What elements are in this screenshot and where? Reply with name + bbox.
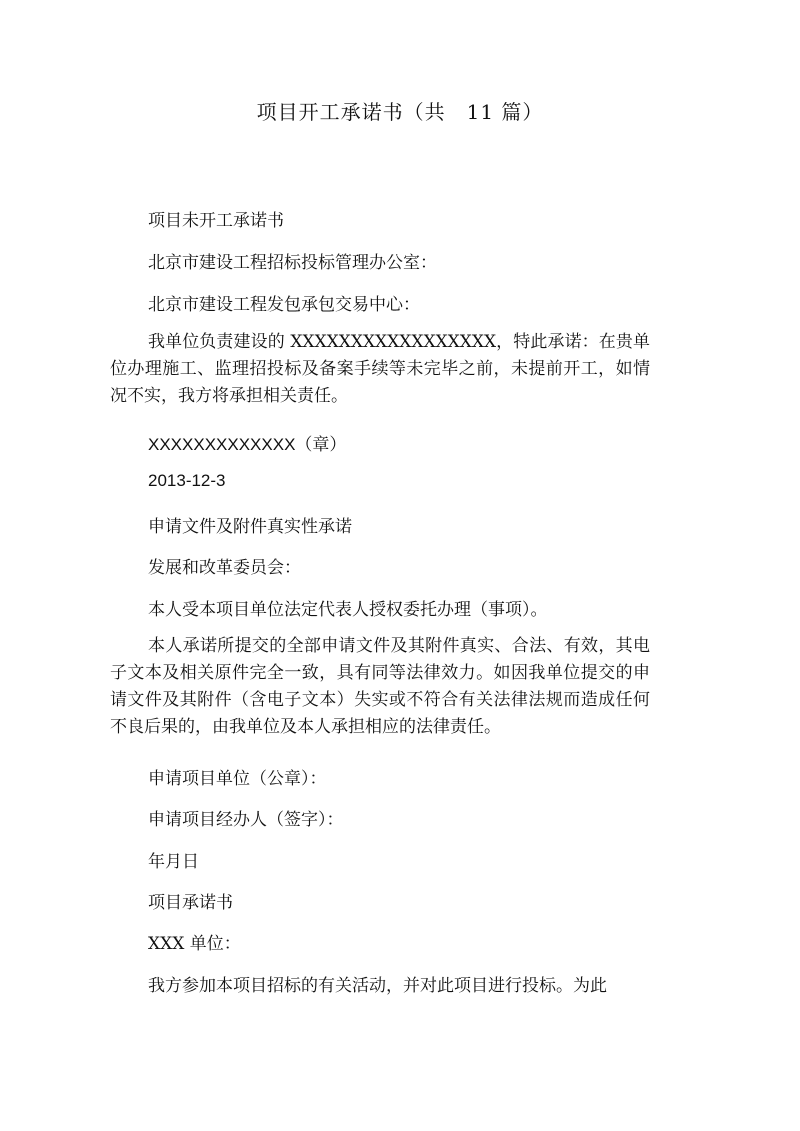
applicant-handler-signature-line: 申请项目经办人（签字）： <box>148 810 344 830</box>
pledge-paragraph-unstarted: 我单位负责建设的 XXXXXXXXXXXXXXXXX，特此承诺：在贵单位办理施工、监理招投标及备案手续等未完毕之前，未提前开工，如情况不实，我方将承担相关责任。 <box>110 332 650 406</box>
section-heading-unstarted-pledge: 项目未开工承诺书 <box>148 211 284 231</box>
applicant-unit-seal-line: 申请项目单位（公章）： <box>148 769 327 789</box>
addressee-trading-center: 北京市建设工程发包承包交易中心： <box>148 295 420 315</box>
section-heading-authenticity-pledge: 申请文件及附件真实性承诺 <box>148 517 352 537</box>
authorization-statement: 本人受本项目单位法定代表人授权委托办理（事项）。 <box>148 600 548 620</box>
date-placeholder-line: 年月日 <box>148 852 199 872</box>
addressee-tender-office: 北京市建设工程招标投标管理办公室： <box>148 253 437 273</box>
pledge-paragraph-bidding: 我方参加本项目招标的有关活动，并对此项目进行投标。为此 <box>148 976 607 996</box>
pledge-paragraph-authenticity: 本人承诺所提交的全部申请文件及其附件真实、合法、有效，其电子文本及相关原件完全一致，具有同等法律效力。如因我单位提交的申请文件及其附件（含电子文本）失实或不符合有关法律法规而造成任何不良后果的，由我单位及本人承担相应的法律责任。 <box>110 636 650 737</box>
addressee-development-commission: 发展和改革委员会： <box>148 558 301 578</box>
seal-line: XXXXXXXXXXXXX（章） <box>148 435 347 454</box>
date-line: 2013-12-3 <box>148 471 226 490</box>
section-heading-project-pledge: 项目承诺书 <box>148 893 233 913</box>
document-title: 项目开工承诺书（共 11 篇） <box>256 100 544 124</box>
addressee-xxx-unit: XXX 单位： <box>148 934 241 954</box>
